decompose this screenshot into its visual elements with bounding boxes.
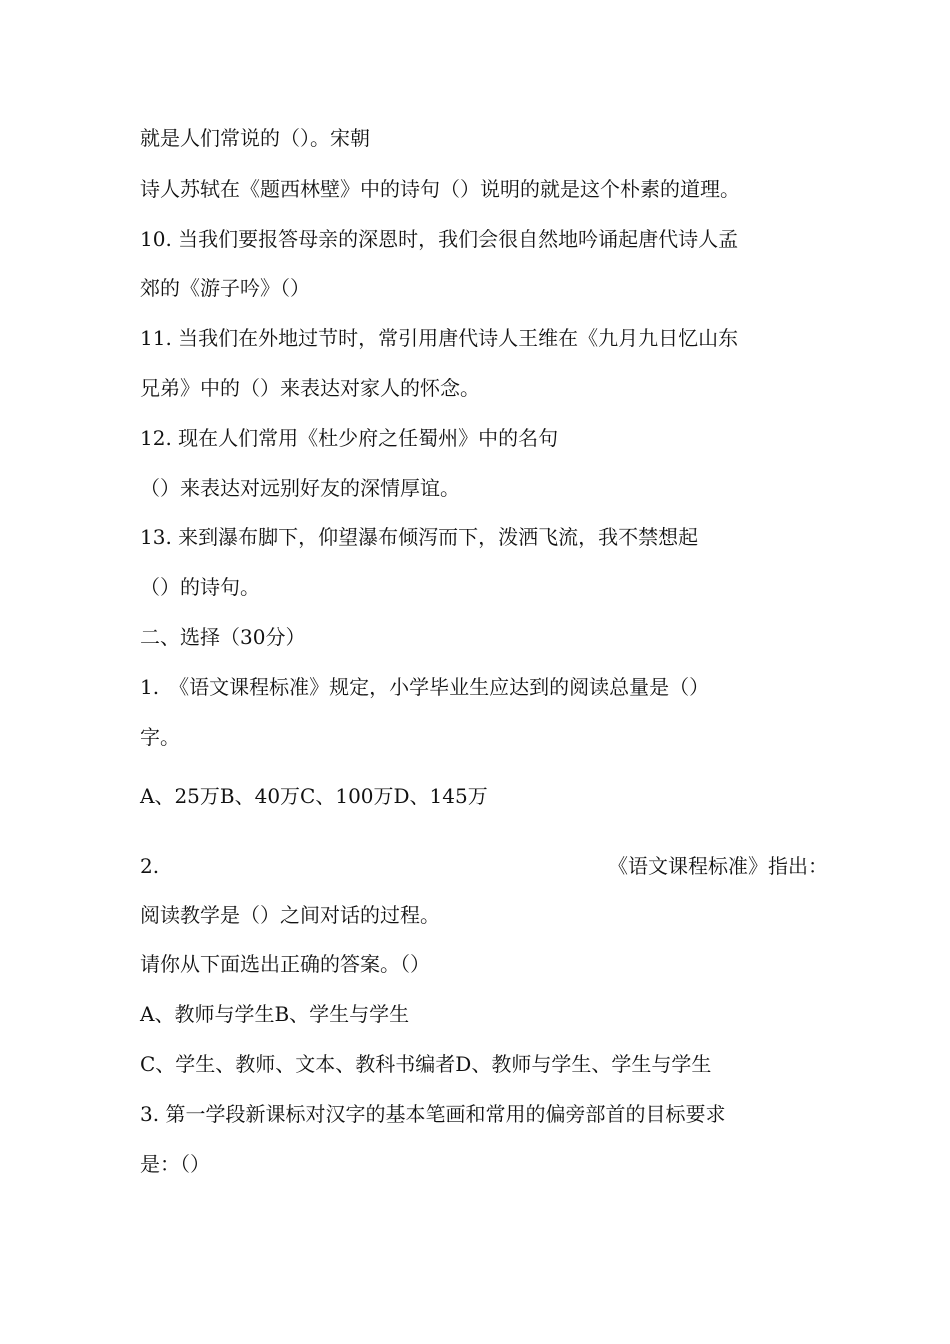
question-11-line-2: 兄弟》中的（）来表达对家人的怀念。 <box>140 376 480 400</box>
choice-2-line-2: 阅读教学是（）之间对话的过程。 <box>140 903 440 927</box>
text-line-1: 就是人们常说的（）。宋朝 <box>140 126 370 150</box>
question-10-line-1: 10. 当我们要报答母亲的深恩时，我们会很自然地吟诵起唐代诗人孟 <box>140 227 739 251</box>
choice-2-options-2: C、学生、教师、文本、教科书编者D、教师与学生、学生与学生 <box>140 1052 712 1076</box>
choice-1-line-1: 1. 《语文课程标准》规定，小学毕业生应达到的阅读总量是（） <box>140 675 710 699</box>
choice-2-number: 2. <box>140 854 160 878</box>
question-13-line-2: （）的诗句。 <box>140 575 260 599</box>
question-12-line-1: 12. 现在人们常用《杜少府之任蜀州》中的名句 <box>140 426 559 450</box>
text-line-2: 诗人苏轼在《题西林壁》中的诗句（）说明的就是这个朴素的道理。 <box>140 177 740 201</box>
choice-2-options-1: A、教师与学生B、学生与学生 <box>140 1002 410 1026</box>
choice-2-line-3: 请你从下面选出正确的答案。（） <box>140 952 430 976</box>
question-11-line-1: 11. 当我们在外地过节时，常引用唐代诗人王维在《九月九日忆山东 <box>140 326 739 350</box>
choice-3-line-1: 3. 第一学段新课标对汉字的基本笔画和常用的偏旁部首的目标要求 <box>140 1102 726 1126</box>
question-13-line-1: 13. 来到瀑布脚下，仰望瀑布倾泻而下，泼洒飞流，我不禁想起 <box>140 525 699 549</box>
choice-3-line-2: 是：（） <box>140 1152 210 1176</box>
section-heading-choice: 二、选择（30分） <box>140 625 306 649</box>
question-10-line-2: 郊的《游子吟》（） <box>140 276 310 300</box>
choice-1-options: A、25万B、40万C、100万D、145万 <box>140 784 488 808</box>
choice-2-line-1: 《语文课程标准》指出： <box>608 854 828 878</box>
choice-1-line-2: 字。 <box>140 725 180 749</box>
question-12-line-2: （）来表达对远别好友的深情厚谊。 <box>140 476 460 500</box>
